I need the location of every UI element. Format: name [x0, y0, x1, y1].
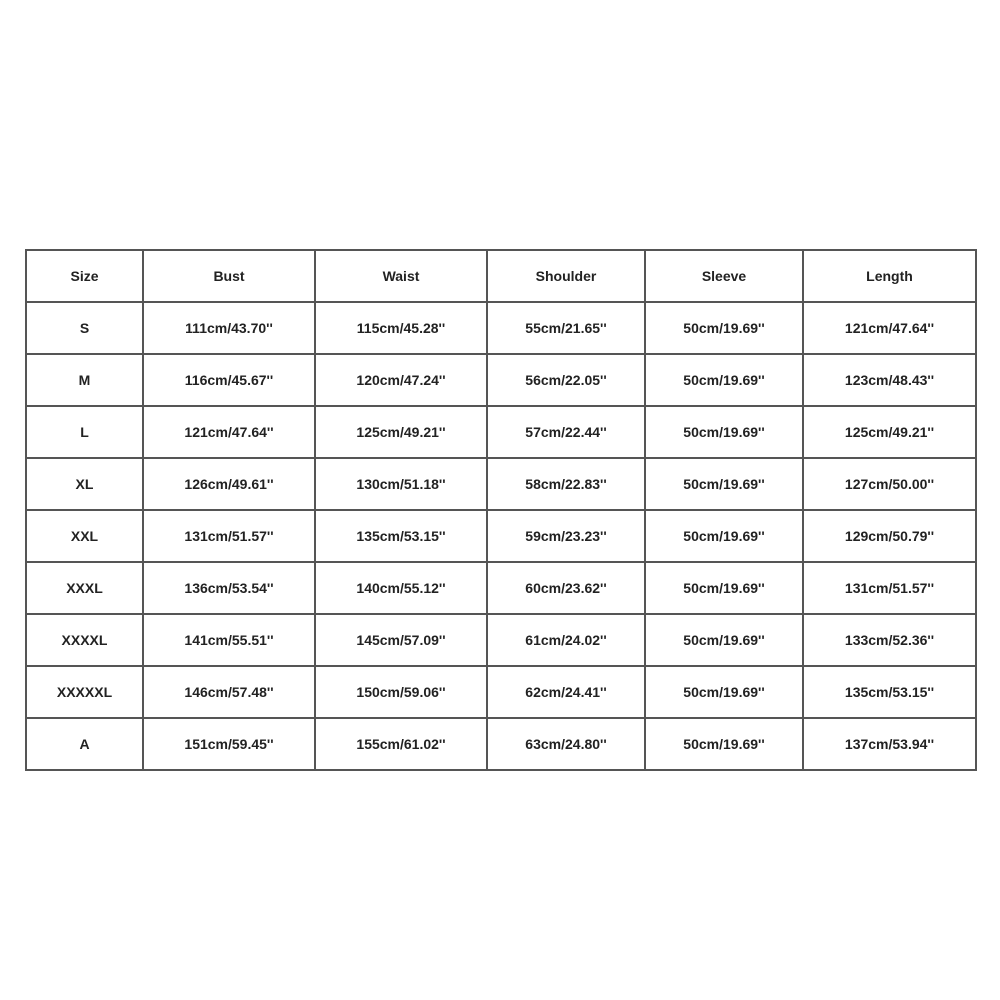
- table-cell-shoulder: 59cm/23.23'': [487, 510, 645, 562]
- table-cell-bust: 116cm/45.67'': [143, 354, 315, 406]
- table-cell-bust: 131cm/51.57'': [143, 510, 315, 562]
- table-cell-length: 127cm/50.00'': [803, 458, 976, 510]
- table-cell-length: 125cm/49.21'': [803, 406, 976, 458]
- table-cell-size: XXL: [26, 510, 143, 562]
- table-cell-sleeve: 50cm/19.69'': [645, 510, 803, 562]
- table-cell-sleeve: 50cm/19.69'': [645, 718, 803, 770]
- table-cell-length: 135cm/53.15'': [803, 666, 976, 718]
- table-row: [26, 406, 976, 458]
- table-cell-sleeve: 50cm/19.69'': [645, 406, 803, 458]
- column-header-waist: Waist: [315, 250, 487, 302]
- table-cell-shoulder: 57cm/22.44'': [487, 406, 645, 458]
- table-cell-waist: 125cm/49.21'': [315, 406, 487, 458]
- table-cell-bust: 141cm/55.51'': [143, 614, 315, 666]
- table-header-row: [26, 250, 976, 302]
- table-cell-bust: 136cm/53.54'': [143, 562, 315, 614]
- table-cell-size: XL: [26, 458, 143, 510]
- table-cell-waist: 130cm/51.18'': [315, 458, 487, 510]
- table-cell-waist: 140cm/55.12'': [315, 562, 487, 614]
- table-row: [26, 458, 976, 510]
- table-cell-length: 133cm/52.36'': [803, 614, 976, 666]
- table-cell-waist: 120cm/47.24'': [315, 354, 487, 406]
- table-row: [26, 302, 976, 354]
- table-cell-bust: 121cm/47.64'': [143, 406, 315, 458]
- table-cell-bust: 126cm/49.61'': [143, 458, 315, 510]
- column-header-shoulder: Shoulder: [487, 250, 645, 302]
- table-cell-waist: 145cm/57.09'': [315, 614, 487, 666]
- table-cell-size: XXXL: [26, 562, 143, 614]
- table-cell-bust: 151cm/59.45'': [143, 718, 315, 770]
- table-cell-length: 137cm/53.94'': [803, 718, 976, 770]
- table-cell-sleeve: 50cm/19.69'': [645, 562, 803, 614]
- column-header-sleeve: Sleeve: [645, 250, 803, 302]
- table-row: [26, 510, 976, 562]
- table-cell-sleeve: 50cm/19.69'': [645, 458, 803, 510]
- table-cell-bust: 146cm/57.48'': [143, 666, 315, 718]
- table-body: [26, 302, 976, 770]
- table-row: [26, 562, 976, 614]
- table-cell-shoulder: 56cm/22.05'': [487, 354, 645, 406]
- table-cell-shoulder: 60cm/23.62'': [487, 562, 645, 614]
- table-row: [26, 718, 976, 770]
- table-cell-size: L: [26, 406, 143, 458]
- table-cell-size: S: [26, 302, 143, 354]
- table-cell-size: XXXXL: [26, 614, 143, 666]
- column-header-size: Size: [26, 250, 143, 302]
- table-cell-length: 131cm/51.57'': [803, 562, 976, 614]
- table-row: [26, 666, 976, 718]
- table-cell-sleeve: 50cm/19.69'': [645, 302, 803, 354]
- table-cell-waist: 115cm/45.28'': [315, 302, 487, 354]
- table-cell-length: 129cm/50.79'': [803, 510, 976, 562]
- table-cell-shoulder: 62cm/24.41'': [487, 666, 645, 718]
- table-cell-waist: 150cm/59.06'': [315, 666, 487, 718]
- column-header-bust: Bust: [143, 250, 315, 302]
- table-cell-shoulder: 61cm/24.02'': [487, 614, 645, 666]
- column-header-length: Length: [803, 250, 976, 302]
- size-chart-table: [25, 249, 977, 771]
- table-cell-size: M: [26, 354, 143, 406]
- table-cell-size: XXXXXL: [26, 666, 143, 718]
- table-cell-bust: 111cm/43.70'': [143, 302, 315, 354]
- table-cell-sleeve: 50cm/19.69'': [645, 354, 803, 406]
- table-row: [26, 614, 976, 666]
- table-cell-length: 121cm/47.64'': [803, 302, 976, 354]
- table-row: [26, 354, 976, 406]
- table-cell-shoulder: 63cm/24.80'': [487, 718, 645, 770]
- table-cell-sleeve: 50cm/19.69'': [645, 666, 803, 718]
- table-cell-sleeve: 50cm/19.69'': [645, 614, 803, 666]
- table-cell-waist: 135cm/53.15'': [315, 510, 487, 562]
- table-cell-shoulder: 55cm/21.65'': [487, 302, 645, 354]
- table-cell-length: 123cm/48.43'': [803, 354, 976, 406]
- table-cell-shoulder: 58cm/22.83'': [487, 458, 645, 510]
- table-cell-size: A: [26, 718, 143, 770]
- table-cell-waist: 155cm/61.02'': [315, 718, 487, 770]
